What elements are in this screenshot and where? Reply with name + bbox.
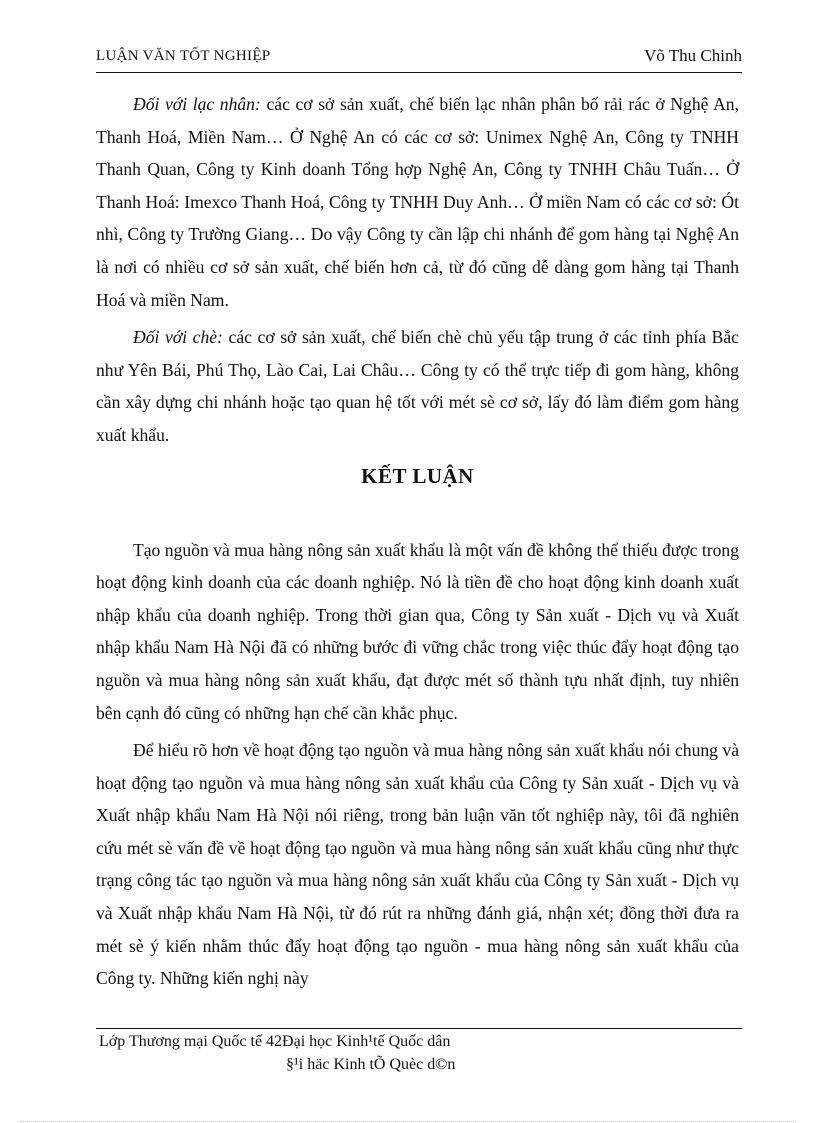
header-title: LUẬN VĂN TỐT NGHIỆP xyxy=(96,48,271,64)
paragraph-lac-nhan-label: Đối với lạc nhân: xyxy=(133,94,261,114)
header-author: Võ Thu Chinh xyxy=(644,46,742,65)
section-heading: KẾT LUẬN xyxy=(361,463,474,488)
paragraph-ket-luan-1: Tạo nguồn và mua hàng nông sản xuất khẩu là một vấn đề không thể thiếu được trong hoạt động kinh doanh của các doanh nghiệp. Nó là tiền đề cho hoạt động kinh doanh xuất nhập khẩu của doanh nghiệp. Trong thời gian qua, Công ty Sản xuất - Dịch vụ và Xuất nhập khẩu Nam Hà Nội đã có những bước đi vững chắc trong việc thúc đẩy hoạt động tạo nguồn và mua hàng nông sản xuất khẩu, đạt được mét số thành tựu nhất định, tuy nhiên bên cạnh đó cũng có những hạn chế cần khắc phục. xyxy=(96,539,739,723)
paragraph-ket-luan-2: Để hiểu rõ hơn về hoạt động tạo nguồn và mua hàng nông sản xuất khẩu nói chung và hoạt động tạo nguồn và mua hàng nông sản xuất khẩu của Công ty Sản xuất - Dịch vụ và Xuất nhập khẩu Nam Hà Nội nói riêng, trong bản luận văn tốt nghiệp này, tôi đã nghiên cứu mét sè vấn đề về hoạt động tạo nguồn và mua hàng nông sản xuất khẩu cũng như thực trạng công tác tạo nguồn và mua hàng nông sản xuất khẩu của Công ty Sản xuất - Dịch vụ và Xuất nhập khẩu Nam Hà Nội, từ đó rút ra những đánh giá, nhận xét; đồng thời đưa ra mét sè ý kiến nhằm thúc đẩy hoạt động tạo nguồn - mua hàng nông sản xuất khẩu của Công ty. Những kiến nghị này xyxy=(96,740,739,989)
paragraph-che-label: Đối với chè: xyxy=(133,327,223,348)
footer-class-name: Lớp Thương mại Quốc tế 42Đại học Kinh¹tế Quốc dân xyxy=(99,1033,451,1050)
page-body xyxy=(96,88,739,1000)
footer-university: §¹i häc Kinh tÕ Quèc d©n xyxy=(286,1056,456,1073)
paragraph-lac-nhan-text: các cơ sở sản xuất, chế biến lạc nhân phân bố rải rác ở Nghệ An, Thanh Hoá, Miền Nam… Ở Nghệ An có các cơ sở: Unimex Nghệ An, Công ty TNHH Thanh Quan, Công ty Kinh doanh Tổng hợp Nghệ An, Công ty TNHH Châu Tuấn… Ở Thanh Hoá: Imexco Thanh Hoá, Công ty TNHH Duy Anh… Ở miền Nam có các cơ sở: Ót nhì, Công ty Trường Giang… Do vậy Công ty cần lập chi nhánh để gom hàng tại Nghệ An là nơi có nhiều cơ sở sản xuất, chế biến hơn cả, từ đó cũng dễ dàng gom hàng tại Thanh Hoá và miền Nam. xyxy=(96,94,739,310)
page-header xyxy=(96,44,742,73)
page-footer xyxy=(96,1028,742,1073)
page-edge-divider xyxy=(20,1121,796,1122)
paragraph-che xyxy=(96,321,739,451)
paragraph-che-text: các cơ sở sản xuất, chế biến chè chủ yếu tập trung ở các tỉnh phía Bắc như Yên Bái, Phú Thọ, Lào Cai, Lai Châu… Công ty có thể trực tiếp đi gom hàng, không cần xây dựng chi nhánh hoặc tạo quan hệ tốt với mét sè cơ sở, lấy đó làm điểm gom hàng xuất khẩu. xyxy=(96,327,739,445)
paragraph-lac-nhan xyxy=(96,88,739,316)
